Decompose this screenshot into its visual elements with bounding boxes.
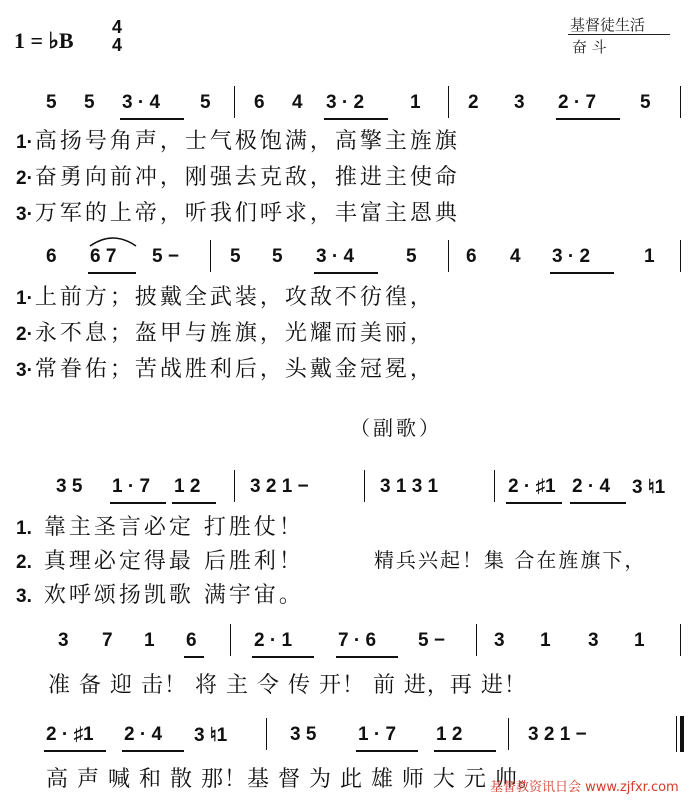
note: 3 ♮1 bbox=[194, 725, 228, 746]
bar-line bbox=[680, 624, 681, 656]
bar-line bbox=[234, 470, 235, 502]
bar-line bbox=[210, 240, 211, 272]
bar-line bbox=[508, 718, 509, 750]
notes-line-5 bbox=[0, 724, 692, 748]
note: 3 2 1 − bbox=[528, 724, 587, 745]
time-signature bbox=[112, 18, 122, 54]
note: 4 bbox=[292, 92, 303, 113]
note: 3 ♮1 bbox=[632, 477, 666, 498]
bar-line bbox=[266, 718, 267, 750]
note: 3 bbox=[514, 92, 525, 113]
note: 2 · 7 bbox=[558, 92, 597, 113]
note: 1 bbox=[410, 92, 421, 113]
lyric-line-5: 高 声 喊 和 散 那！基 督 为 此 雄 师 大 元 帅。 bbox=[46, 767, 541, 792]
note: 5 bbox=[406, 246, 417, 267]
author-label: 奋 斗 bbox=[572, 38, 607, 56]
refrain-lyric-start: 精兵兴起！集 合在旌旗下， bbox=[374, 548, 647, 572]
bar-line bbox=[680, 240, 681, 272]
beat-underline bbox=[356, 750, 418, 752]
note: 5 bbox=[230, 246, 241, 267]
bar-line bbox=[364, 470, 365, 502]
watermark-text: 基督教资讯日会 www.zjfxr.com bbox=[490, 780, 679, 795]
beat-underline bbox=[252, 656, 314, 658]
note: 1 bbox=[634, 630, 645, 651]
notes-line-1 bbox=[0, 92, 692, 116]
note: 2 · 1 bbox=[254, 630, 293, 651]
beat-underline bbox=[44, 750, 106, 752]
lyric-line-1-verse-3: 3·万军的上帝，听我们呼求，丰富主恩典 bbox=[16, 201, 460, 226]
note: 3 · 2 bbox=[552, 246, 591, 267]
time-signature-top: 4 bbox=[112, 17, 123, 37]
note: 3 2 1 − bbox=[250, 476, 309, 497]
note: 3 5 bbox=[290, 724, 317, 745]
notes-line-4 bbox=[0, 630, 692, 654]
final-bar-thin bbox=[676, 716, 677, 752]
note: 6 bbox=[466, 246, 477, 267]
beat-underline bbox=[550, 272, 614, 274]
source-label: 基督徒生活 bbox=[570, 16, 646, 34]
note: 3 · 4 bbox=[316, 246, 355, 267]
note: 5 bbox=[272, 246, 283, 267]
note: 1 bbox=[644, 246, 655, 267]
beat-underline bbox=[336, 656, 398, 658]
note: 3 · 4 bbox=[122, 92, 161, 113]
lyric-line-2-verse-2: 2·永不息；盔甲与旌旗，光耀而美丽， bbox=[16, 321, 435, 346]
note: 5 bbox=[640, 92, 651, 113]
note: 3 1 3 1 bbox=[380, 476, 439, 497]
lyric-line-1-verse-2: 2·奋勇向前冲，刚强去克敌，推进主使命 bbox=[16, 165, 460, 190]
note: 5 − bbox=[418, 630, 445, 651]
note: 1 2 bbox=[174, 476, 201, 497]
bar-line bbox=[476, 624, 477, 656]
beat-underline bbox=[556, 118, 620, 120]
note: 3 5 bbox=[56, 476, 83, 497]
note: 7 bbox=[102, 630, 113, 651]
note: 2 bbox=[468, 92, 479, 113]
beat-underline bbox=[184, 656, 204, 658]
note: 3 · 2 bbox=[326, 92, 365, 113]
beat-underline bbox=[120, 118, 184, 120]
beat-underline bbox=[88, 272, 136, 274]
note: 4 bbox=[510, 246, 521, 267]
note: 6 bbox=[46, 246, 57, 267]
note: 1 · 7 bbox=[112, 476, 151, 497]
beat-underline bbox=[434, 750, 496, 752]
beat-underline bbox=[172, 502, 216, 504]
note: 2 · ♯1 bbox=[508, 476, 556, 497]
note: 7 · 6 bbox=[338, 630, 377, 651]
note: 3 bbox=[494, 630, 505, 651]
lyric-line-1-verse-1: 1·高扬号角声，士气极饱满，高擎主旌旗 bbox=[16, 129, 460, 154]
notes-line-3 bbox=[0, 476, 692, 500]
note: 6 bbox=[254, 92, 265, 113]
bar-line bbox=[448, 86, 449, 118]
lyric-line-2-verse-3: 3·常眷佑；苦战胜利后，头戴金冠冕， bbox=[16, 357, 435, 382]
refrain-label: （副歌） bbox=[350, 416, 442, 440]
slur-mark bbox=[88, 234, 138, 248]
note: 1 bbox=[144, 630, 155, 651]
beat-underline bbox=[314, 272, 378, 274]
note: 2 · 4 bbox=[572, 476, 611, 497]
note: 5 − bbox=[152, 246, 179, 267]
beat-underline bbox=[570, 502, 626, 504]
key-signature: 1 = ♭B bbox=[14, 28, 74, 53]
note: 3 bbox=[58, 630, 69, 651]
beat-underline bbox=[122, 750, 184, 752]
bar-line bbox=[448, 240, 449, 272]
note: 2 · ♯1 bbox=[46, 724, 94, 745]
lyric-line-2-verse-1: 1·上前方；披戴全武装，攻敌不彷徨， bbox=[16, 285, 435, 310]
bar-line bbox=[234, 86, 235, 118]
bar-line bbox=[230, 624, 231, 656]
source-underline bbox=[568, 34, 670, 35]
note: 5 bbox=[84, 92, 95, 113]
note: 3 bbox=[588, 630, 599, 651]
note: 5 bbox=[46, 92, 57, 113]
notes-line-2 bbox=[0, 246, 692, 270]
lyric-line-4: 准 备 迎 击！ 将 主 令 传 开！ 前 进，再 进！ bbox=[48, 673, 527, 698]
beat-underline bbox=[324, 118, 388, 120]
lyric-line-3-verse-2: 2. 真理必定得最 后胜利！ bbox=[16, 549, 304, 574]
note: 2 · 4 bbox=[124, 724, 163, 745]
bar-line bbox=[680, 86, 681, 118]
note: 5 bbox=[200, 92, 211, 113]
note: 6 bbox=[186, 630, 197, 651]
final-bar-thick bbox=[680, 716, 684, 752]
note: 1 · 7 bbox=[358, 724, 397, 745]
note: 6 7 bbox=[90, 246, 117, 267]
lyric-line-3-verse-1: 1. 靠主圣言必定 打胜仗！ bbox=[16, 515, 304, 540]
time-signature-bottom: 4 bbox=[112, 35, 123, 55]
note: 1 bbox=[540, 630, 551, 651]
beat-underline bbox=[110, 502, 166, 504]
lyric-line-3-verse-3: 3. 欢呼颂扬凯歌 满宇宙。 bbox=[16, 583, 304, 608]
note: 1 2 bbox=[436, 724, 463, 745]
beat-underline bbox=[506, 502, 562, 504]
bar-line bbox=[494, 470, 495, 502]
